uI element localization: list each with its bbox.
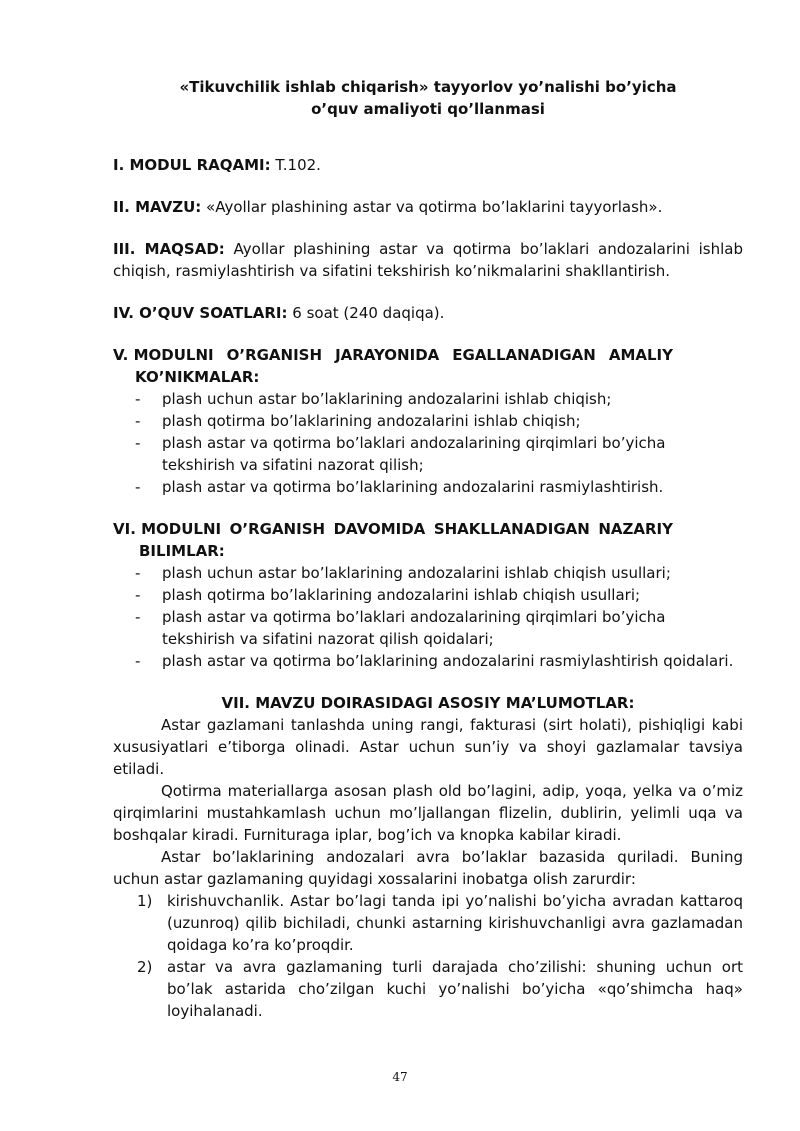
- title-line-2: o’quv amaliyoti qo’llanmasi: [311, 100, 545, 118]
- knowledge-heading-word: NAZARIY: [598, 520, 673, 538]
- list-item: - plash uchun astar bo’laklarining andozalarini ishlab chiqish;: [135, 388, 743, 410]
- goal-label: III. MAQSAD:: [113, 240, 225, 258]
- skills-heading-word: EGALLANADIGAN: [452, 346, 596, 364]
- skills-heading-word: AMALIY: [608, 346, 673, 364]
- basics-section: [113, 692, 743, 1022]
- knowledge-heading-word: VI. MODULNI: [113, 520, 222, 538]
- knowledge-heading-word: O’RGANISH: [229, 520, 326, 538]
- hours-value: 6 soat (240 daqiqa).: [287, 304, 445, 322]
- goal-value: Ayollar plashining astar va qotirma bo’laklari andozalarini ishlab chiqish, rasmiylashtirish va sifatini tekshirish ko’nikmalarini shakllantirish.: [113, 240, 744, 280]
- knowledge-heading-word: SHAKLLANADIGAN: [433, 520, 590, 538]
- document-page: [113, 76, 743, 1022]
- topic-section: [113, 196, 743, 218]
- goal-section: [113, 238, 743, 282]
- knowledge-heading-word: DAVOMIDA: [333, 520, 426, 538]
- skills-heading-word: O’RGANISH: [226, 346, 323, 364]
- knowledge-heading: [113, 518, 673, 540]
- skills-section: [113, 344, 743, 498]
- item-text: astar va avra gazlamaning turli darajada cho’zilishi: shuning uchun ort bo’lak astarida cho’zilgan kuchi yo’nalishi bo’yicha «qo’shimcha haq» loyihalanadi.: [167, 958, 743, 1020]
- skills-heading-word: V. MODULNI: [113, 346, 214, 364]
- numbered-item: [137, 890, 743, 956]
- module-value: T.102.: [270, 156, 321, 174]
- skills-heading-word: JARAYONIDA: [335, 346, 440, 364]
- hours-label: IV. O’QUV SOATLARI:: [113, 304, 288, 322]
- list-item: - plash astar va qotirma bo’laklari andozalarining qirqimlari bo’yicha tekshirish va sifatini nazorat qilish;: [135, 432, 743, 476]
- topic-value: «Ayollar plashining astar va qotirma bo’laklarini tayyorlash».: [201, 198, 663, 216]
- module-number-section: [113, 154, 743, 176]
- module-label: I. MODUL RAQAMI:: [113, 156, 271, 174]
- document-title: [113, 76, 743, 120]
- hours-section: [113, 302, 743, 324]
- knowledge-heading-continuation: BILIMLAR:: [139, 542, 225, 560]
- skills-list: [113, 388, 743, 498]
- paragraph: Astar gazlamani tanlashda uning rangi, fakturasi (sirt holati), pishiqligi kabi xususiyatlari e’tiborga olinadi. Astar uchun sun’iy va shoyi gazlamalar tavsiya etiladi.: [113, 716, 743, 778]
- topic-label: II. MAVZU:: [113, 198, 202, 216]
- item-text: kirishuvchanlik. Astar bo’lagi tanda ipi yo’nalishi bo’yicha avradan kattaroq (uzunroq) qilib bichiladi, chunki astarning kirishuvchanligi avra gazlamadan qoidaga ko’ra ko’proqdir.: [167, 892, 743, 954]
- numbered-list: [113, 890, 743, 1022]
- paragraph: Qotirma materiallarga asosan plash old bo’lagini, adip, yoqa, yelka va o’miz qirqimlarini mustahkamlash uchun mo’ljallangan flizelin, dublirin, yelimli uqa va boshqalar kiradi. Furnituraga iplar, bog’ich va knopka kabilar kiradi.: [113, 782, 743, 844]
- knowledge-list: [113, 562, 743, 672]
- list-item: - plash uchun astar bo’laklarining andozalarini ishlab chiqish usullari;: [135, 562, 743, 584]
- list-item: - plash qotirma bo’laklarining andozalarini ishlab chiqish usullari;: [135, 584, 743, 606]
- item-number: 1): [137, 892, 153, 910]
- skills-heading: [113, 344, 673, 366]
- basics-heading: VII. MAVZU DOIRASIDAGI ASOSIY MA’LUMOTLAR:: [221, 694, 635, 712]
- knowledge-section: [113, 518, 743, 672]
- numbered-item: [137, 956, 743, 1022]
- paragraph: Astar bo’laklarining andozalari avra bo’laklar bazasida quriladi. Buning uchun astar gazlamaning quyidagi xossalarini inobatga olish zarurdir:: [113, 848, 743, 888]
- list-item: - plash astar va qotirma bo’laklari andozalarining qirqimlari bo’yicha tekshirish va sifatini nazorat qilish qoidalari;: [135, 606, 743, 650]
- page-number: 47: [392, 1070, 408, 1084]
- item-number: 2): [137, 958, 153, 976]
- list-item: - plash astar va qotirma bo’laklarining andozalarini rasmiylashtirish qoidalari.: [135, 650, 743, 672]
- list-item: - plash astar va qotirma bo’laklarining andozalarini rasmiylashtirish.: [135, 476, 743, 498]
- title-line-1: «Tikuvchilik ishlab chiqarish» tayyorlov yo’nalishi bo’yicha: [179, 78, 677, 96]
- list-item: - plash qotirma bo’laklarining andozalarini ishlab chiqish;: [135, 410, 743, 432]
- skills-heading-continuation: KO’NIKMALAR:: [135, 368, 260, 386]
